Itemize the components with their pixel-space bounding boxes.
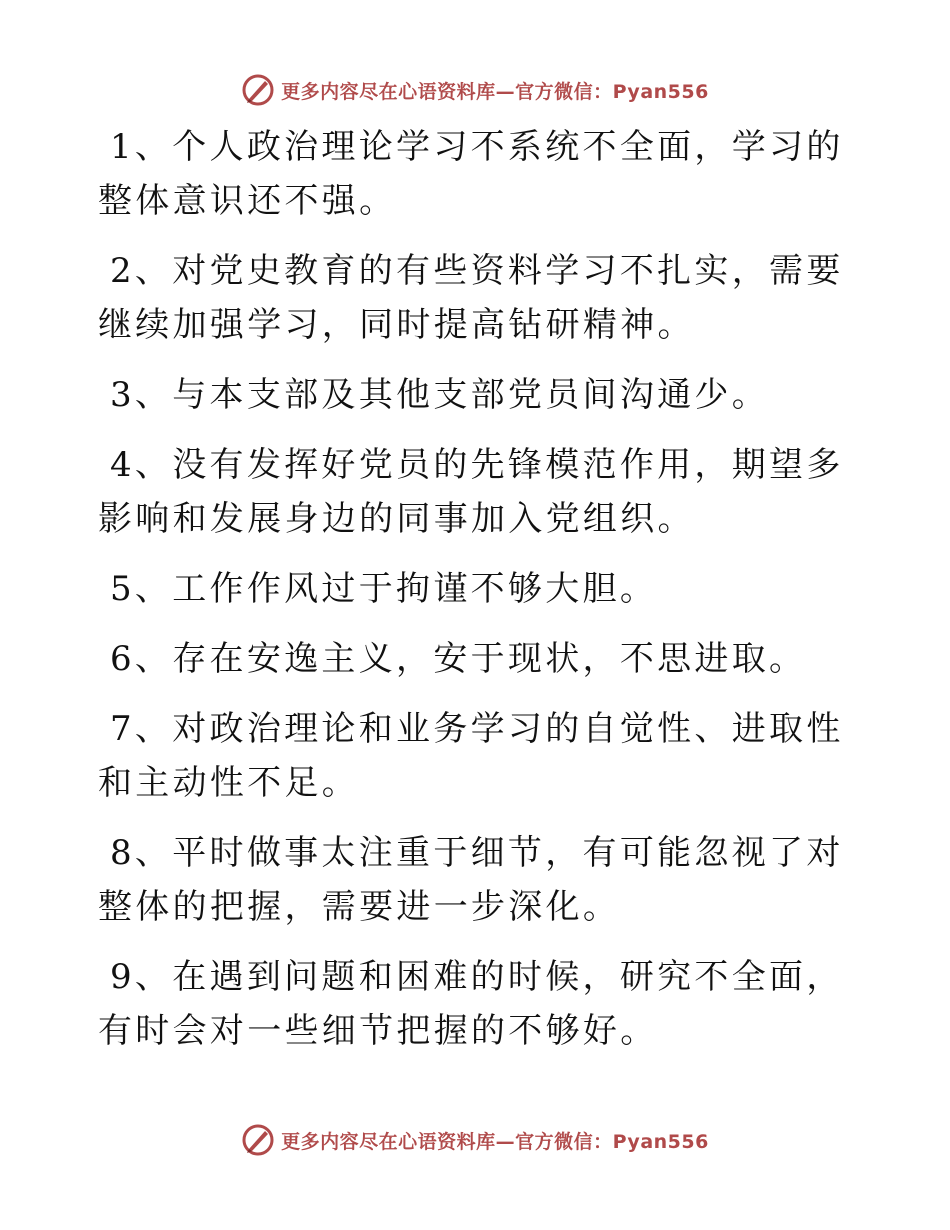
footer-banner-text: 更多内容尽在心语资料库—官方微信：Pyan556 bbox=[281, 1130, 709, 1153]
list-item: 4、没有发挥好党员的先锋模范作用，期望多影响和发展身边的同事加入党组织。 bbox=[98, 445, 844, 539]
list-item: 1、个人政治理论学习不系统不全面，学习的整体意识还不强。 bbox=[98, 127, 844, 221]
list-item: 5、工作作风过于拘谨不够大胆。 bbox=[110, 569, 658, 609]
quill-logo-icon bbox=[241, 73, 275, 107]
list-item: 6、存在安逸主义，安于现状，不思进取。 bbox=[110, 639, 807, 679]
header-banner bbox=[0, 70, 950, 110]
footer-banner bbox=[0, 1120, 950, 1160]
list-item: 3、与本支部及其他支部党员间沟通少。 bbox=[110, 375, 770, 415]
quill-logo-icon bbox=[241, 1123, 275, 1157]
list-item: 7、对政治理论和业务学习的自觉性、进取性和主动性不足。 bbox=[98, 709, 844, 803]
list-item: 9、在遇到问题和困难的时候，研究不全面，有时会对一些细节把握的不够好。 bbox=[98, 957, 844, 1051]
document-body bbox=[98, 120, 858, 1074]
list-item: 2、对党史教育的有些资料学习不扎实，需要继续加强学习，同时提高钻研精神。 bbox=[98, 251, 844, 345]
header-banner-text: 更多内容尽在心语资料库—官方微信：Pyan556 bbox=[281, 80, 709, 103]
list-item: 8、平时做事太注重于细节，有可能忽视了对整体的把握，需要进一步深化。 bbox=[98, 833, 844, 927]
